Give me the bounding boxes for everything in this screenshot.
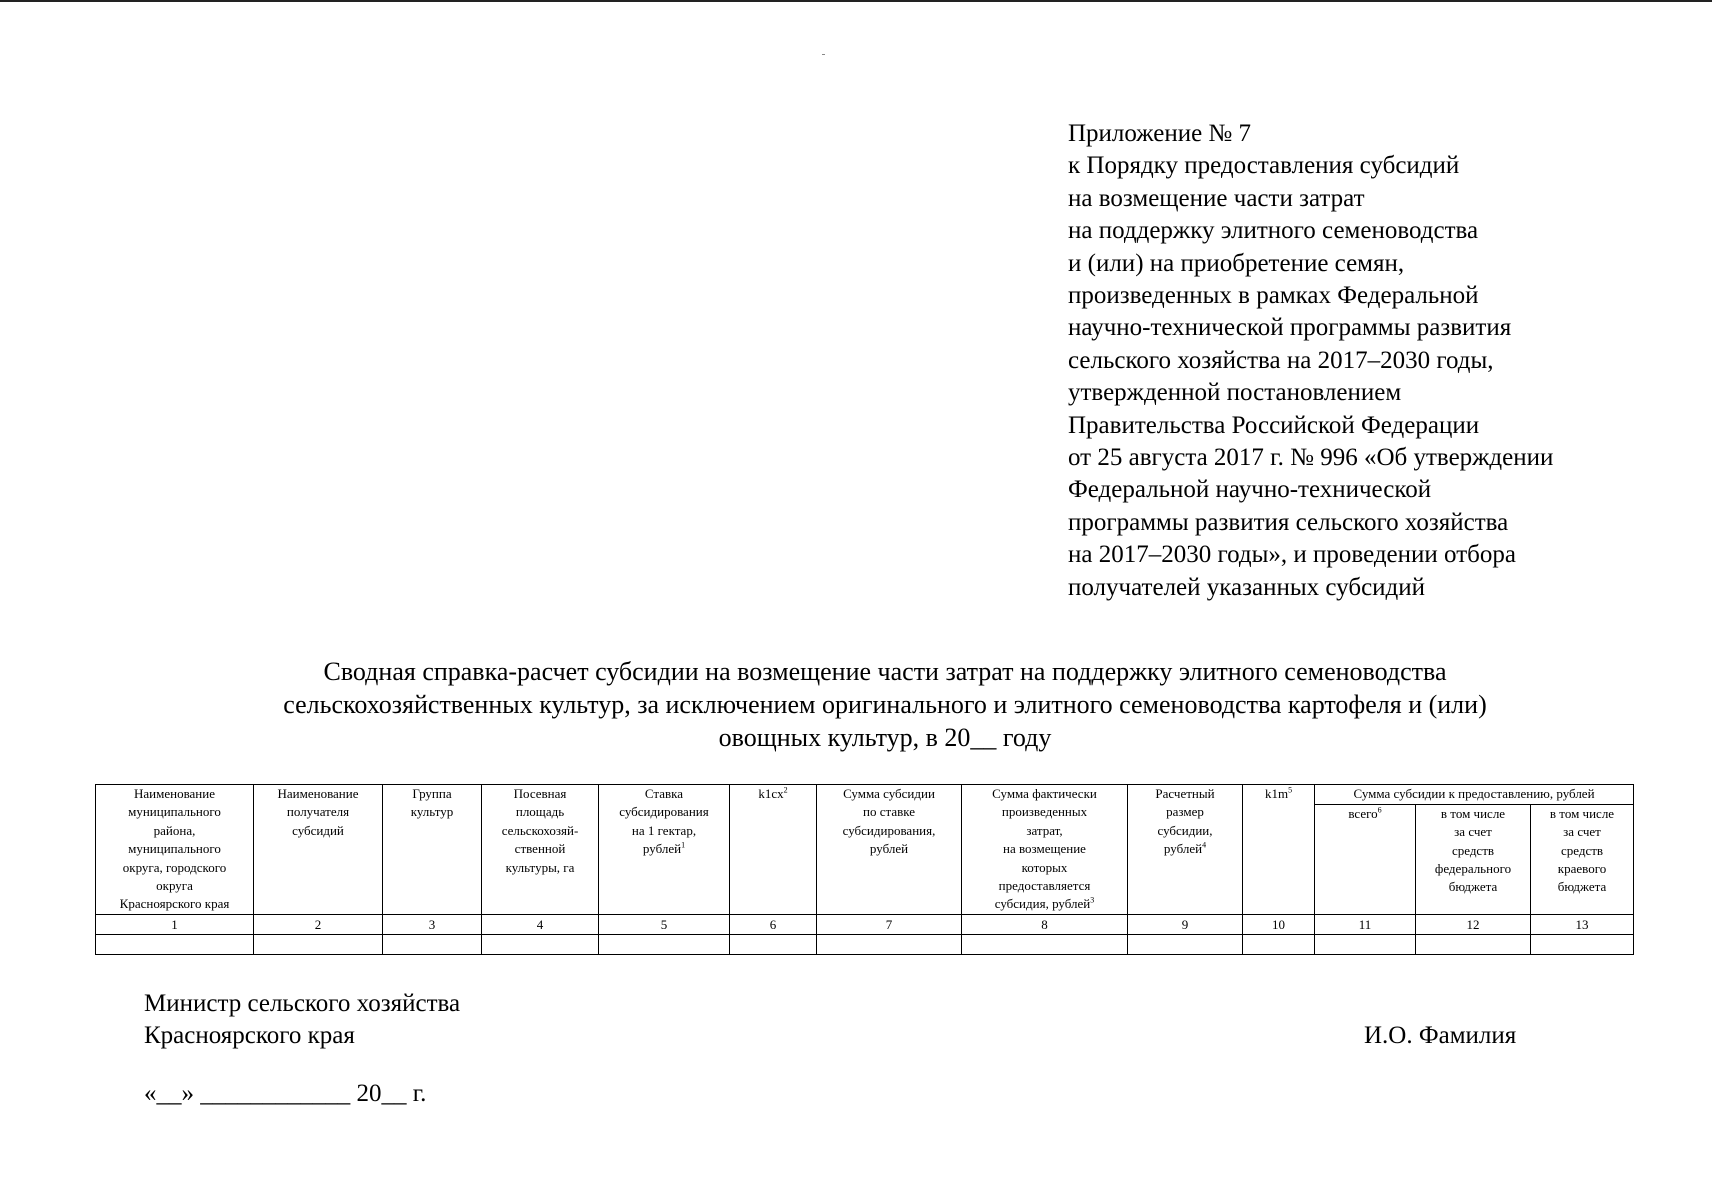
column-number: 5: [599, 914, 730, 934]
appendix-line: Приложение № 7: [1068, 120, 1252, 147]
column-number: 1: [96, 914, 254, 934]
appendix-line: утвержденной постановлением: [1068, 379, 1402, 407]
header-cell-subsidy-by-rate: Сумма субсидии по ставке субсидирования, рублей: [817, 785, 962, 915]
header-cell-subsidy-group: Сумма субсидии к предоставлению, рублей: [1315, 785, 1634, 805]
table-cell: [383, 934, 482, 954]
column-number: 4: [482, 914, 599, 934]
column-number-row: [96, 914, 1634, 934]
appendix-line: от 25 августа 2017 г. № 996 «Об утверждении: [1068, 444, 1554, 472]
date-line: «__» ____________ 20__ г.: [144, 1080, 427, 1107]
table-cell: [1315, 934, 1416, 954]
appendix-line: на возмещение части затрат: [1068, 184, 1365, 212]
subsidy-calculation-table: [95, 784, 1634, 955]
appendix-line: Правительства Российской Федерации: [1068, 411, 1480, 439]
appendix-line: на 2017–2030 годы», и проведении отбора: [1068, 541, 1516, 569]
page-top-border: [0, 0, 1712, 2]
table-cell: [1416, 934, 1531, 954]
header-cell-regional: в том числе за счет средств краевого бюджета: [1531, 804, 1634, 914]
table-cell: [1128, 934, 1243, 954]
column-number: 11: [1315, 914, 1416, 934]
title-line: сельскохозяйственных культур, за исключением оригинального и элитного семеноводства картофеля и (или): [283, 690, 1487, 719]
appendix-line: на поддержку элитного семеноводства: [1068, 217, 1479, 245]
column-number: 6: [730, 914, 817, 934]
appendix-line: произведенных в рамках Федеральной: [1068, 282, 1479, 310]
table-cell: [730, 934, 817, 954]
header-cell-k1cx: $k1cx^2$: [730, 785, 817, 915]
appendix-line: программы развития сельского хозяйства: [1068, 508, 1509, 536]
header-cell-sown-area: Посевная площадь сельскохозяй- ственной культуры, га: [482, 785, 599, 915]
appendix-header: [1068, 118, 1698, 604]
column-number: 9: [1128, 914, 1243, 934]
header-row: [96, 785, 1634, 805]
header-cell-district: Наименование муниципального района, муниципального округа, городского округа Красноярского края: [96, 785, 254, 915]
signatory-line: Министр сельского хозяйства: [144, 990, 461, 1017]
empty-data-row: [96, 934, 1634, 954]
header-cell-recipient: Наименование получателя субсидий: [254, 785, 383, 915]
column-number: 10: [1243, 914, 1315, 934]
title-line: овощных культур, в 20__ году: [718, 723, 1052, 752]
column-number: 13: [1531, 914, 1634, 934]
header-cell-actual-costs: Сумма фактически произведенных затрат, на возмещение которых предоставляется субсидия, рублей$^3$: [962, 785, 1128, 915]
table-cell: [1531, 934, 1634, 954]
appendix-line: сельского хозяйства на 2017–2030 годы,: [1068, 346, 1494, 374]
appendix-line: и (или) на приобретение семян,: [1068, 249, 1405, 277]
table-cell: [482, 934, 599, 954]
appendix-line: Федеральной научно-технической: [1068, 476, 1432, 504]
signatory-line: Красноярского края: [144, 1022, 355, 1050]
appendix-line: научно-технической программы развития: [1068, 314, 1512, 342]
signatory-name: И.О. Фамилия: [1364, 1022, 1517, 1049]
appendix-line: получателей указанных субсидий: [1068, 573, 1426, 601]
table-cell: [962, 934, 1128, 954]
appendix-line: к Порядку предоставления субсидий: [1068, 152, 1460, 180]
header-cell-k1m: $k1m^5$: [1243, 785, 1315, 915]
table-cell: [96, 934, 254, 954]
column-number: 7: [817, 914, 962, 934]
column-number: 2: [254, 914, 383, 934]
header-cell-crop-group: Группа культур: [383, 785, 482, 915]
signatory-title: [144, 988, 460, 1053]
table-cell: [1243, 934, 1315, 954]
column-number: 3: [383, 914, 482, 934]
scan-artifact: [822, 54, 825, 55]
header-cell-federal: в том числе за счет средств федерального бюджета: [1416, 804, 1531, 914]
header-cell-calculated-amount: Расчетный размер субсидии, рублей$^4$: [1128, 785, 1243, 915]
table-cell: [254, 934, 383, 954]
header-cell-total: всего$^6$: [1315, 804, 1416, 914]
document-title: [130, 655, 1640, 754]
table-cell: [599, 934, 730, 954]
header-cell-rate: Ставка субсидирования на 1 гектар, рублей$^1$: [599, 785, 730, 915]
column-number: 12: [1416, 914, 1531, 934]
table-cell: [817, 934, 962, 954]
column-number: 8: [962, 914, 1128, 934]
title-line: Сводная справка-расчет субсидии на возмещение части затрат на поддержку элитного семеноводства: [323, 657, 1447, 686]
